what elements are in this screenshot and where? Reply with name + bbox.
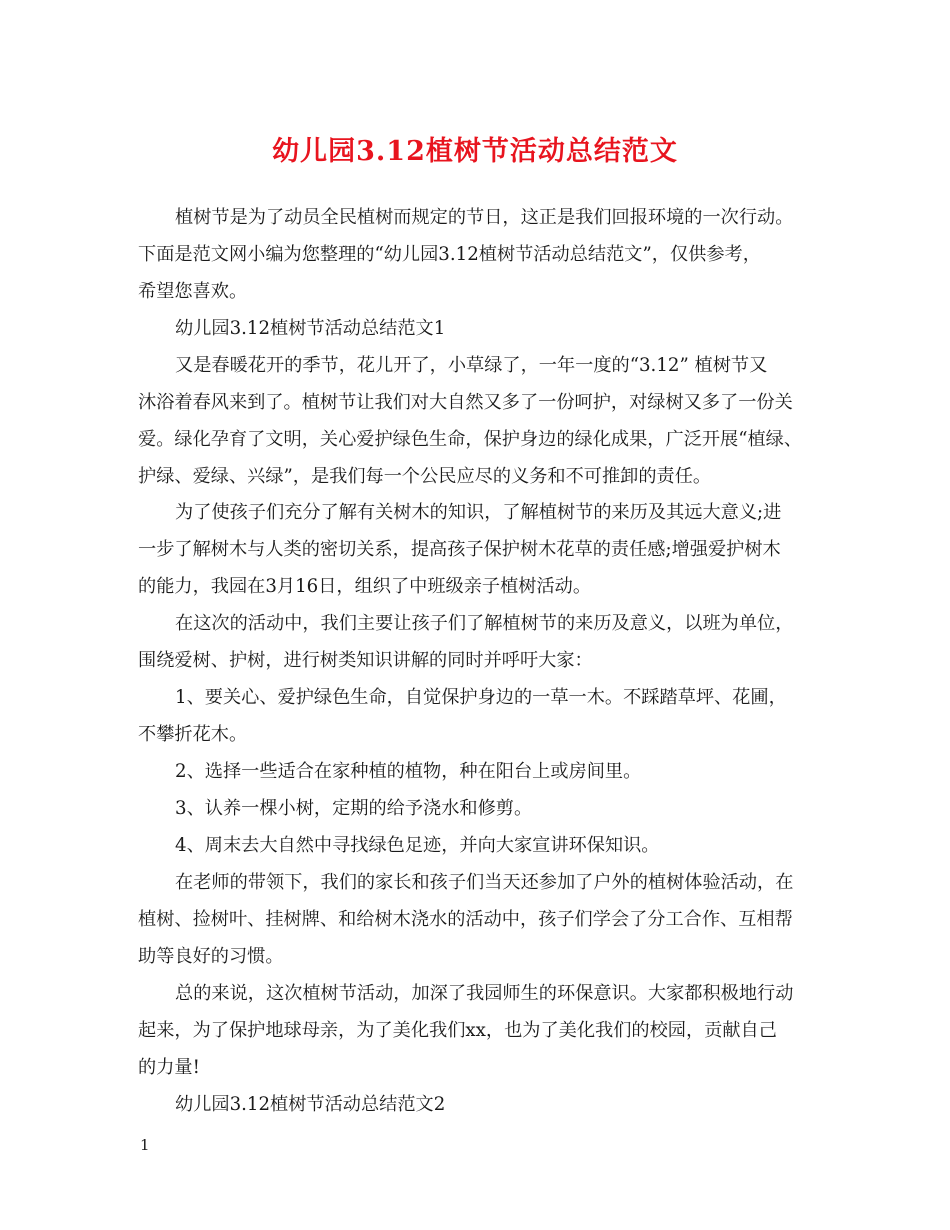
document-title: 幼儿园3.12植树节活动总结范文: [272, 136, 678, 167]
list-item: 3、认养一棵小树，定期的给予浇水和修剪。: [175, 798, 533, 819]
text-line: 助等良好的习惯。: [138, 946, 284, 967]
text-line: 爱。绿化孕育了文明，关心爱护绿色生命，保护身边的绿化成果，广泛开展“植绿、: [138, 429, 803, 450]
page-number: 1: [140, 1136, 150, 1154]
text-line: 植树节是为了动员全民植树而规定的节日，这正是我们回报环境的一次行动。: [175, 207, 794, 228]
text-line: 沐浴着春风来到了。植树节让我们对大自然又多了一份呵护，对绿树又多了一份关: [138, 392, 793, 413]
list-item: 1、要关心、爱护绿色生命，自觉保护身边的一草一木。不踩踏草坪、花圃，: [175, 687, 787, 708]
section-heading: 幼儿园3.12植树节活动总结范文2: [175, 1094, 446, 1115]
text-line: 围绕爱树、护树，进行树类知识讲解的同时并呼吁大家：: [138, 650, 593, 671]
text-line: 又是春暖花开的季节，花儿开了，小草绿了，一年一度的“3.12” 植树节又: [175, 355, 768, 376]
text-line: 总的来说，这次植树节活动，加深了我园师生的环保意识。大家都积极地行动: [175, 983, 794, 1004]
text-line: 下面是范文网小编为您整理的“幼儿园3.12植树节活动总结范文”，仅供参考，: [138, 244, 761, 265]
section-heading: 幼儿园3.12植树节活动总结范文1: [175, 318, 446, 339]
text-line: 起来，为了保护地球母亲，为了美化我们xx，也为了美化我们的校园，贡献自己: [138, 1020, 777, 1041]
text-line: 不攀折花木。: [138, 724, 248, 745]
text-line: 植树、捡树叶、挂树牌、和给树木浇水的活动中，孩子们学会了分工合作、互相帮: [138, 909, 793, 930]
text-line: 的力量!: [138, 1057, 200, 1078]
text-line: 一步了解树木与人类的密切关系，提高孩子保护树木花草的责任感;增强爱护树木: [138, 539, 781, 560]
list-item: 4、周末去大自然中寻找绿色足迹，并向大家宣讲环保知识。: [175, 835, 660, 856]
text-line: 的能力，我园在3月16日，组织了中班级亲子植树活动。: [138, 576, 592, 597]
list-item: 2、选择一些适合在家种植的植物，种在阳台上或房间里。: [175, 761, 642, 782]
text-line: 希望您喜欢。: [138, 281, 248, 302]
text-line: 为了使孩子们充分了解有关树木的知识，了解植树节的来历及其远大意义;进: [175, 502, 782, 523]
text-line: 在老师的带领下，我们的家长和孩子们当天还参加了户外的植树体验活动，在: [175, 872, 794, 893]
text-line: 护绿、爱绿、兴绿”，是我们每一个公民应尽的义务和不可推卸的责任。: [138, 466, 712, 487]
text-line: 在这次的活动中，我们主要让孩子们了解植树节的来历及意义，以班为单位，: [175, 613, 794, 634]
